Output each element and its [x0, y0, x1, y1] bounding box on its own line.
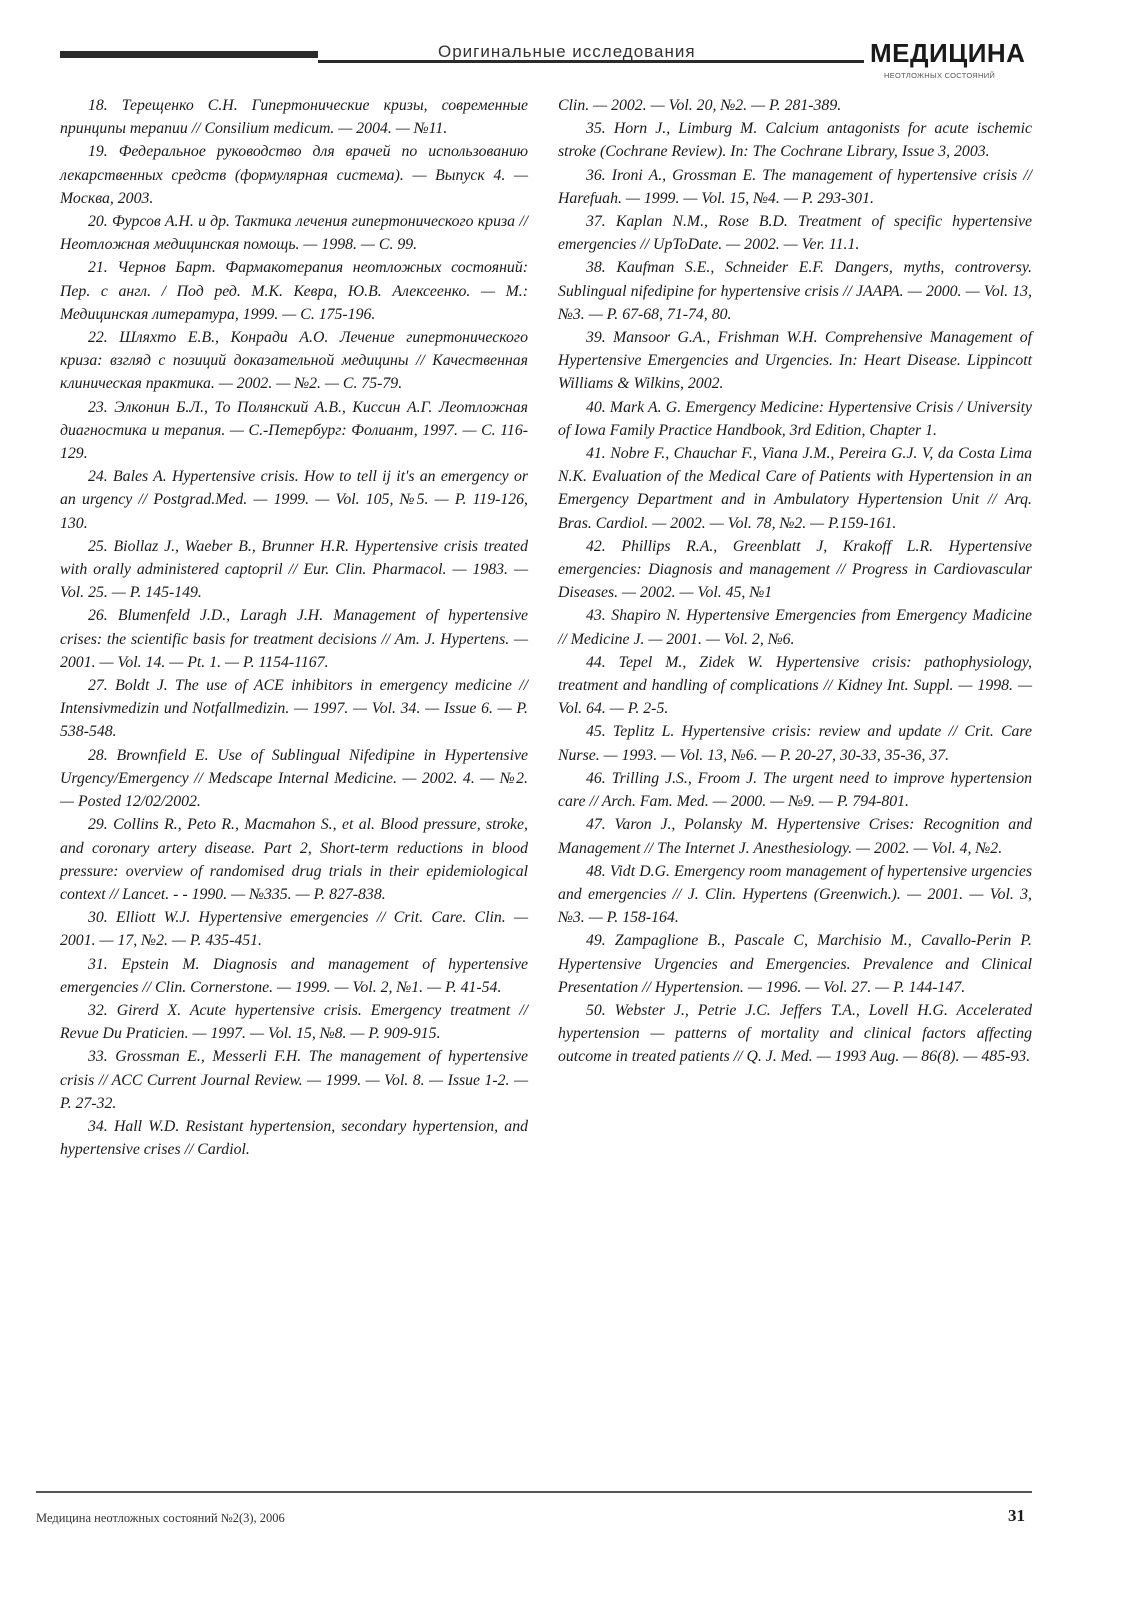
- reference-item: 31. Epstein M. Diagnosis and management of hypertensive emergencies // Clin. Cornerstone. — 1999. — Vol. 2, №1. — P. 41-54.: [60, 955, 528, 996]
- reference-item: 32. Girerd X. Acute hypertensive crisis. Emergency treatment // Revue Du Praticien. — 1997. — Vol. 15, №8. — P. 909-915.: [60, 1001, 528, 1043]
- reference-item: 46. Trilling J.S., Froom J. The urgent need to improve hypertension care // Arch. Fam. Med. — 2000. — №9. — P. 794-801.: [558, 769, 1032, 811]
- reference-item: 47. Varon J., Polansky M. Hypertensive Crises: Recognition and Management // The Internet J. Anesthesiology. — 2002. — Vol. 4, №2.: [558, 816, 1032, 857]
- reference-item: 29. Collins R., Peto R., Macmahon S., et al. Blood pressure, stroke, and coronary artery disease. Part 2, Short-term reductions in blood pressure: overview of randomised drug trials in their epidemiological context // Lancet. - - 1990. — №335. — P. 827-838.: [60, 816, 528, 903]
- footer-rule: [36, 1491, 1032, 1493]
- reference-item: 44. Tepel M., Zidek W. Hypertensive crisis: pathophysiology, treatment and handling of complications // Kidney Int. Suppl. — 1998. — Vol. 64. — P. 2-5.: [558, 653, 1032, 718]
- reference-item: 34. Hall W.D. Resistant hypertension, secondary hypertension, and hypertensive crises // Cardiol.: [60, 1117, 528, 1159]
- journal-logo-subtitle: НЕОТЛОЖНЫХ СОСТОЯНИЙ: [884, 71, 996, 80]
- reference-item: 26. Blumenfeld J.D., Laragh J.H. Management of hypertensive crises: the scientific basis for treatment decisions // Am. J. Hypertens. — 2001. — Vol. 14. — Pt. 1. — P. 1154-1167.: [60, 607, 528, 671]
- reference-item: Clin. — 2002. — Vol. 20, №2. — P. 281-389.: [558, 97, 842, 114]
- references-right-column: [558, 94, 1032, 1069]
- reference-item: 20. Фурсов А.Н. и др. Тактика лечения гипертонического криза // Неотложная медицинская помощь. — 1998. — С. 99.: [60, 213, 528, 254]
- reference-item: 39. Mansoor G.A., Frishman W.H. Comprehensive Management of Hypertensive Emergencies and Urgencies. In: Heart Disease. Lippincott Williams & Wilkins, 2002.: [558, 329, 1032, 393]
- reference-item: 33. Grossman E., Messerli F.H. The management of hypertensive crisis // ACC Current Journal Review. — 1999. — Vol. 8. — Issue 1-2. — P. 27-32.: [60, 1048, 528, 1112]
- reference-item: 50. Webster J., Petrie J.C. Jeffers T.A., Lovell H.G. Accelerated hypertension — patterns of mortality and clinical factors affecting outcome in treated patients // Q. J. Med. — 1993 Aug. — 86(8). — 485-93.: [558, 1001, 1032, 1066]
- reference-item: 18. Терещенко С.Н. Гипертонические кризы, современные принципы терапии // Consilium medicum. — 2004. — №11.: [60, 97, 528, 138]
- reference-item: 43. Shapiro N. Hypertensive Emergencies from Emergency Madicine // Medicine J. — 2001. — Vol. 2, №6.: [558, 607, 1032, 648]
- reference-item: 42. Phillips R.A., Greenblatt J, Krakoff L.R. Hypertensive emergencies: Diagnosis and management // Progress in Cardiovascular Diseases. — 2002. — Vol. 45, №1: [558, 537, 1032, 602]
- reference-item: 25. Biollaz J., Waeber B., Brunner H.R. Hypertensive crisis treated with orally administered captopril // Eur. Clin. Pharmacol. — 1983. — Vol. 25. — P. 145-149.: [60, 537, 528, 602]
- reference-item: 23. Элконин Б.Л., То Полянский А.В., Киссин А.Г. Леотложная диагностика и терапия. — С.-Петербург: Фолиант, 1997. — С. 116-129.: [60, 398, 528, 463]
- reference-item: 21. Чернов Барт. Фармакотерапия неотложных состояний: Пер. с англ. / Под ред. М.К. Кевра, Ю.В. Алексеенко. — М.: Медицинская литература, 1999. — С. 175-196.: [60, 259, 528, 323]
- reference-item: 30. Elliott W.J. Hypertensive emergencies // Crit. Care. Clin. — 2001. — 17, №2. — P. 435-451.: [60, 909, 528, 950]
- reference-item: 22. Шляхто Е.В., Конради А.О. Лечение гипертонического криза: взгляд с позиций доказательной медицины // Качественная клиническая практика. — 2002. — №2. — С. 75-79.: [60, 329, 528, 393]
- reference-item: 40. Mark A. G. Emergency Medicine: Hypertensive Crisis / University of Iowa Family Practice Handbook, 3rd Edition, Chapter 1.: [558, 398, 1032, 439]
- reference-item: 19. Федеральное руководство для врачей по использованию лекарственных средств (формулярная система). — Выпуск 4. — Москва, 2003.: [60, 143, 528, 207]
- reference-item: 41. Nobre F., Chauchar F., Viana J.M., Pereira G.J. V, da Costa Lima N.K. Evaluation of the Medical Care of Patients with Hypertension in an Emergency Department and in Ambulatory Hypertension Unit // Arq. Bras. Cardiol. — 2002. — Vol. 78, №2. — P.159-161.: [558, 445, 1032, 532]
- header-decorative-bar: [60, 51, 318, 58]
- references-left-column: [60, 94, 528, 1161]
- reference-item: 38. Kaufman S.E., Schneider E.F. Dangers, myths, controversy. Sublingual nifedipine for hypertensive crisis // JAAPA. — 2000. — Vol. 13, №3. — P. 67-68, 71-74, 80.: [558, 259, 1032, 323]
- reference-item: 27. Boldt J. The use of ACE inhibitors in emergency medicine // Intensivmedizin und Notfallmedizin. — 1997. — Vol. 34. — Issue 6. — P. 538-548.: [60, 677, 528, 741]
- section-title: Оригинальные исследования: [438, 42, 696, 61]
- reference-item: 37. Kaplan N.M., Rose B.D. Treatment of specific hypertensive emergencies // UpToDate. — 2002. — Ver. 11.1.: [558, 213, 1032, 254]
- reference-item: 48. Vidt D.G. Emergency room management of hypertensive urgencies and emergencies // J. Clin. Hypertens (Greenwich.). — 2001. — Vol. 3, №3. — P. 158-164.: [558, 862, 1032, 927]
- footer-journal-info: Медицина неотложных состояний №2(3), 2006: [36, 1511, 285, 1525]
- reference-item: 36. Ironi A., Grossman E. The management of hypertensive crisis // Harefuah. — 1999. — Vol. 15, №4. — P. 293-301.: [558, 166, 1032, 207]
- reference-item: 24. Bales A. Hypertensive crisis. How to tell ij it's an emergency or an urgency // Postgrad.Med. — 1999. — Vol. 105, №5. — P. 119-126, 130.: [60, 468, 528, 532]
- journal-logo: МЕДИЦИНА: [870, 38, 1026, 68]
- reference-item: 45. Teplitz L. Hypertensive crisis: review and update // Crit. Care Nurse. — 1993. — Vol. 13, №6. — P. 20-27, 30-33, 35-36, 37.: [558, 723, 1032, 764]
- reference-item: 49. Zampaglione B., Pascale C, Marchisio M., Cavallo-Perin P. Hypertensive Urgencies and Emergencies. Prevalence and Clinical Presentation // Hypertension. — 1996. — Vol. 27. — P. 144-147.: [558, 932, 1032, 996]
- page-number: 31: [1008, 1506, 1025, 1525]
- reference-item: 28. Brownfield E. Use of Sublingual Nifedipine in Hypertensive Urgency/Emergency // Medscape Internal Medicine. — 2002. 4. — №2. — Posted 12/02/2002.: [60, 746, 528, 811]
- reference-item: 35. Horn J., Limburg M. Calcium antagonists for acute ischemic stroke (Cochrane Review). In: The Cochrane Library, Issue 3, 2003.: [558, 120, 1032, 161]
